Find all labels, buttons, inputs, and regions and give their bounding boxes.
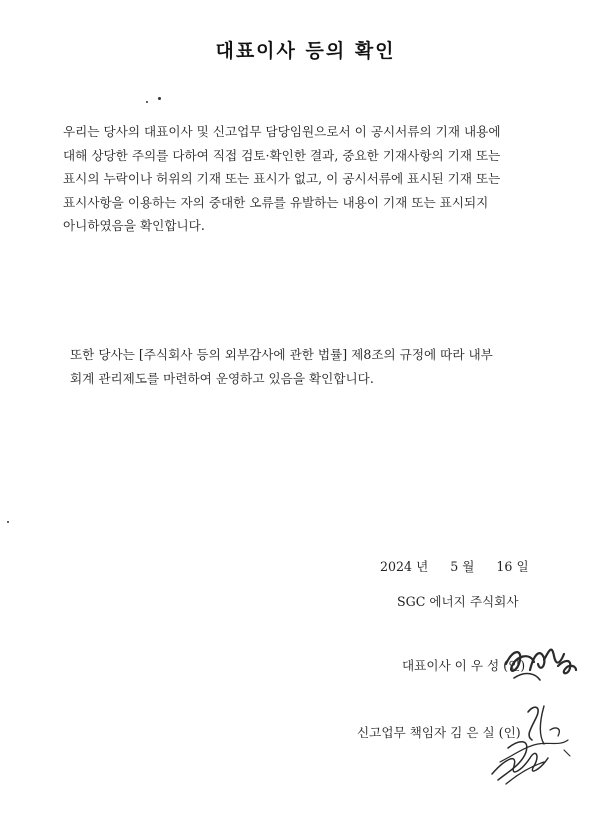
date-year: 2024 <box>380 559 413 574</box>
company-name: SGC 에너지 주식회사 <box>397 594 519 609</box>
scan-speck <box>158 97 161 100</box>
date-month: 5 <box>450 559 459 574</box>
date-year-unit: 년 <box>416 559 429 574</box>
paragraph-line: 또한 당사는 [주식회사 등의 외부감사에 관한 법률] 제8조의 규정에 따라 내부 <box>70 347 493 362</box>
paragraph-line: 대해 상당한 주의를 다하여 직접 검토·확인한 결과, 중요한 기재사항의 기재 또는 <box>63 147 501 163</box>
paragraph-line: 표시의 누락이나 허위의 기재 또는 표시가 없고, 이 공시서류에 표시된 기재 또는 <box>63 171 501 186</box>
scan-speck <box>146 101 148 103</box>
date-day-unit: 일 <box>516 559 529 574</box>
paragraph-line: 아니하였음을 확인합니다. <box>63 218 205 233</box>
date-day: 16 <box>496 559 513 574</box>
paragraph-line: 우리는 당사의 대표이사 및 신고업무 담당임원으로서 이 공시서류의 기재 내용에 <box>63 124 501 139</box>
signing-date <box>380 556 529 575</box>
internal-control-paragraph <box>70 343 493 390</box>
confirmation-paragraph <box>63 120 501 238</box>
ceo-signatory: 대표이사 이 우 성 (인) <box>402 658 526 673</box>
date-month-unit: 월 <box>462 559 475 574</box>
document-title: 대표이사 등의 확인 <box>215 40 396 62</box>
reporter-signatory: 신고업무 책임자 김 은 실 (인) <box>357 725 521 740</box>
paragraph-line: 회계 관리제도를 마련하여 운영하고 있음을 확인합니다. <box>70 370 374 386</box>
paragraph-line: 표시사항을 이용하는 자의 중대한 오류를 유발하는 내용이 기재 또는 표시되지 <box>63 194 489 210</box>
scan-speck <box>7 521 9 523</box>
reporter-signature <box>478 700 588 790</box>
